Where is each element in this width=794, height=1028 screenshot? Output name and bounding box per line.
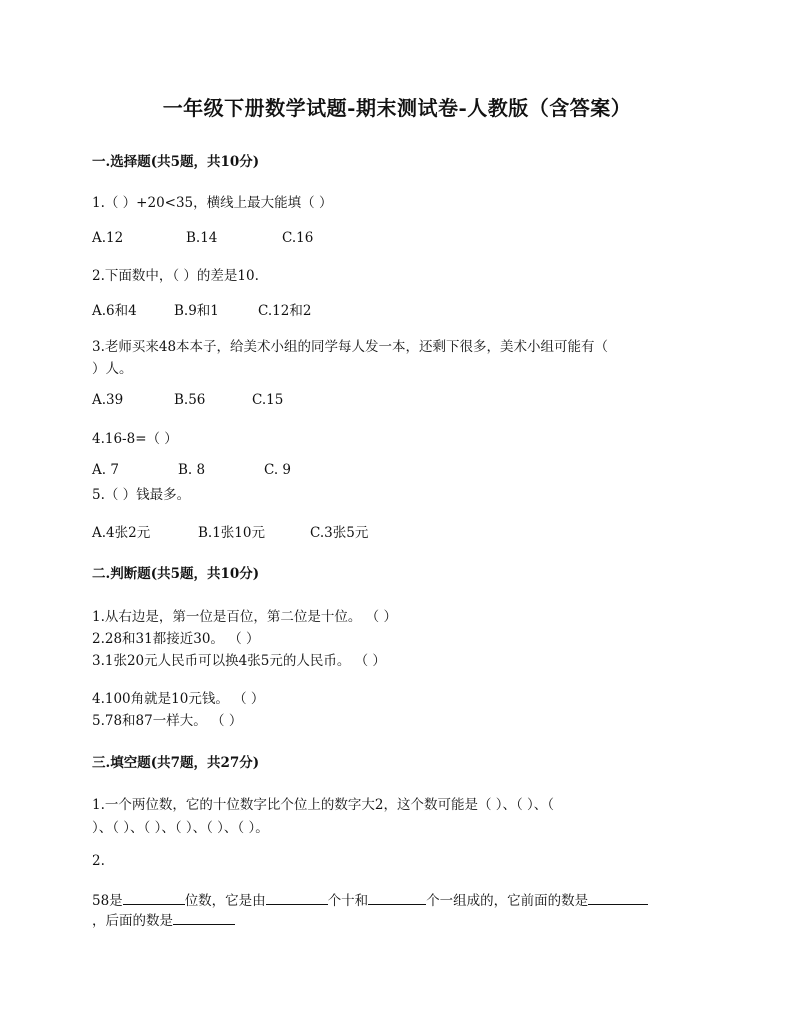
text-segment: 位数，它是由 (184, 893, 266, 909)
option-a: A.12 (92, 230, 124, 246)
question-3-2-label: 2. (92, 853, 105, 869)
answer-blank[interactable] (588, 890, 648, 905)
question-2-2: 2.28和31都接近30。 （ ） (92, 631, 260, 647)
question-3-1-line2: ）、（ ）、（ ）、（ ）、（ ）、（ ）。 (92, 820, 269, 836)
option-a: A. 7 (92, 462, 119, 478)
answer-blank[interactable] (173, 910, 235, 925)
text-segment: ，后面的数是 (92, 913, 173, 929)
answer-blank[interactable] (368, 890, 426, 905)
question-1-1: 1.（ ）+20<35，横线上最大能填（ ） (92, 195, 333, 211)
option-a: A.39 (92, 392, 124, 408)
answer-blank[interactable] (266, 890, 328, 905)
option-c: C.3张5元 (310, 525, 369, 541)
option-b: B.9和1 (174, 303, 219, 319)
option-c: C.16 (282, 230, 314, 246)
question-1-2: 2.下面数中，（ ）的差是10. (92, 268, 259, 284)
question-2-5: 5.78和87一样大。 （ ） (92, 713, 243, 729)
answer-blank[interactable] (123, 890, 185, 905)
question-3-2-line2 (92, 909, 235, 929)
option-b: B. 8 (178, 462, 206, 478)
question-1-3-line1: 3.老师买来48本本子，给美术小组的同学每人发一本，还剩下很多，美术小组可能有（ (92, 339, 609, 355)
option-b: B.1张10元 (198, 525, 265, 541)
section-heading-choice: 一.选择题(共5题，共10分) (92, 154, 260, 170)
option-a: A.4张2元 (92, 525, 151, 541)
question-1-5: 5.（ ）钱最多。 (92, 487, 191, 503)
question-3-1-line1: 1.一个两位数，它的十位数字比个位上的数字大2，这个数可能是（ ）、（ ）、（ (92, 797, 555, 813)
text-segment: 个十和 (327, 893, 369, 909)
text-segment: 58是 (92, 893, 123, 909)
page-title: 一年级下册数学试题-期末测试卷-人教版（含答案） (162, 96, 632, 120)
option-b: B.14 (186, 230, 218, 246)
option-b: B.56 (174, 392, 206, 408)
section-heading-fill-blank: 三.填空题(共7题，共27分) (92, 755, 260, 771)
question-2-3: 3.1张20元人民币可以换4张5元的人民币。 （ ） (92, 653, 386, 669)
question-1-4: 4.16-8=（ ） (92, 431, 178, 447)
section-heading-true-false: 二.判断题(共5题，共10分) (92, 566, 260, 582)
question-1-3-line2: ）人。 (92, 361, 133, 377)
question-2-4: 4.100角就是10元钱。 （ ） (92, 691, 265, 707)
text-segment: 个一组成的，它前面的数是 (426, 893, 589, 909)
question-2-1: 1.从右边是，第一位是百位，第二位是十位。 （ ） (92, 609, 397, 625)
option-c: C.15 (252, 392, 284, 408)
question-3-2-line1 (92, 889, 648, 909)
option-c: C. 9 (264, 462, 292, 478)
option-a: A.6和4 (92, 303, 137, 319)
option-c: C.12和2 (258, 303, 312, 319)
